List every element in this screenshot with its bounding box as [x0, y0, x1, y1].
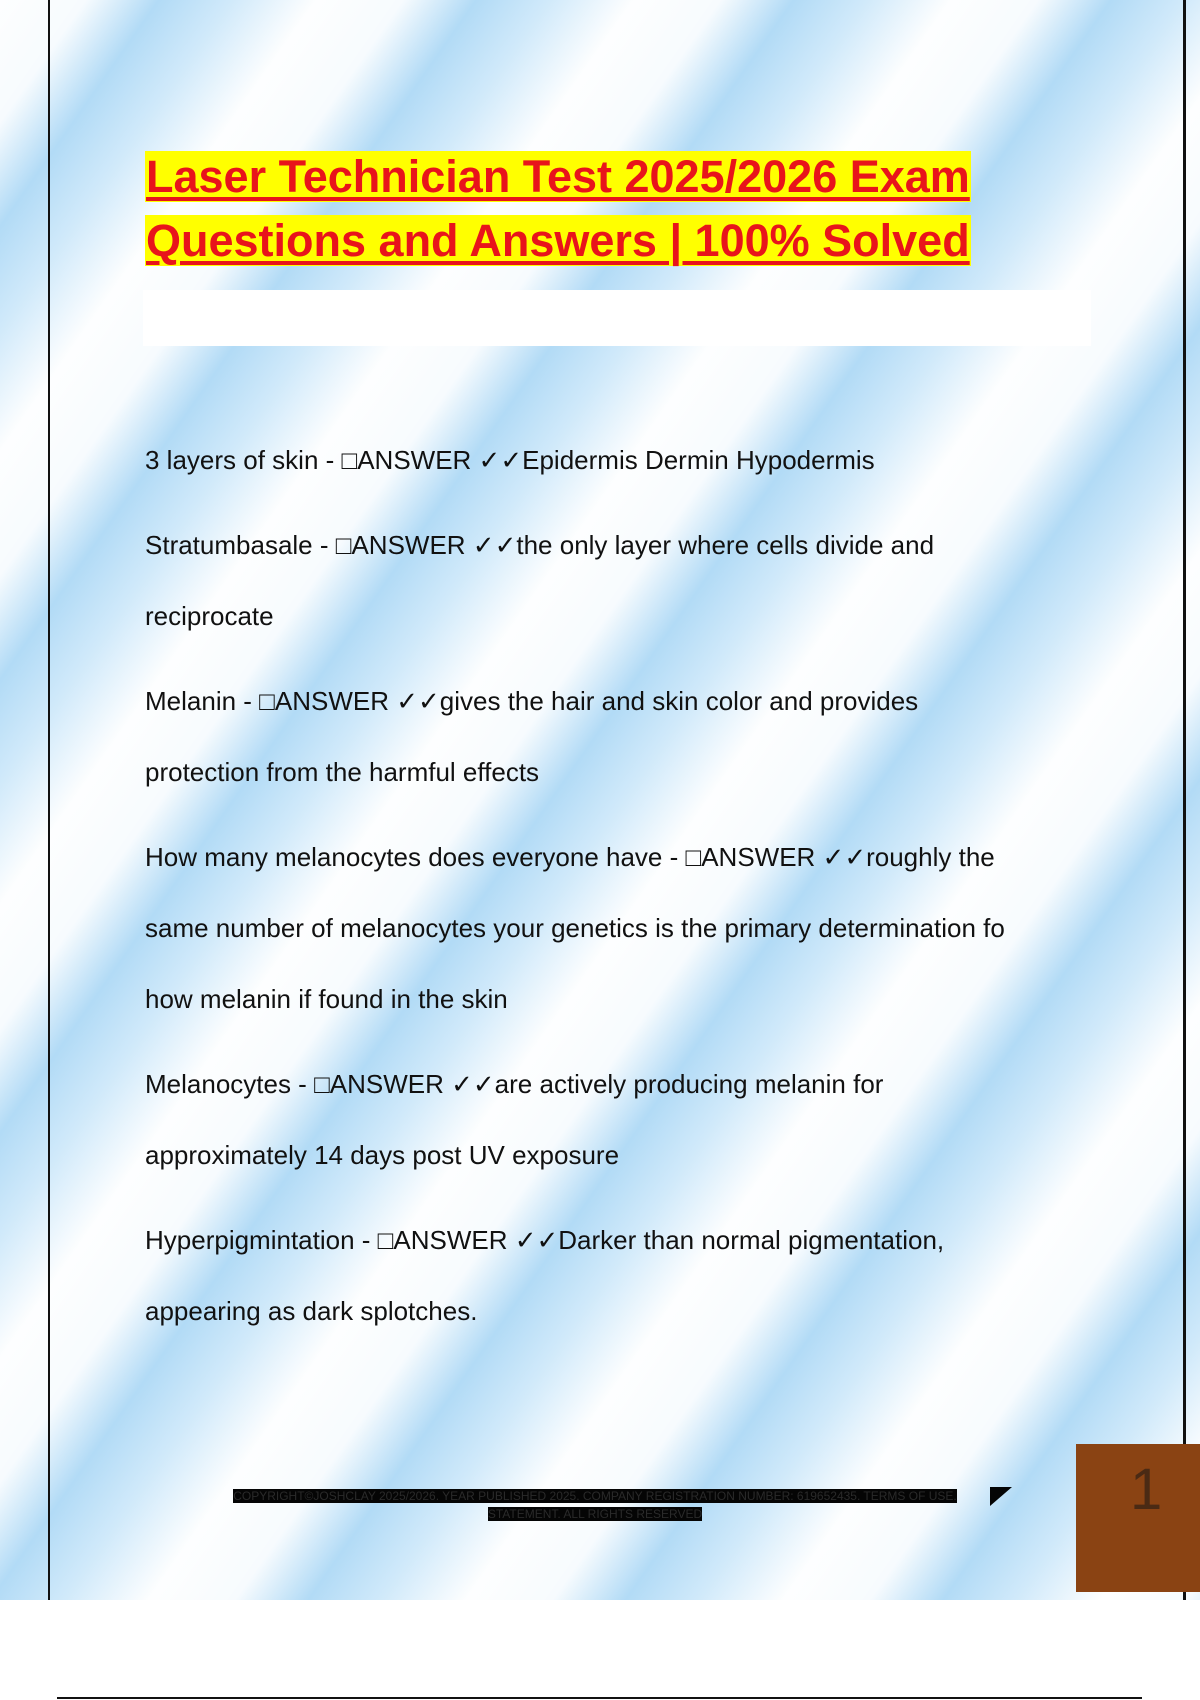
- qa-item: [145, 1049, 1085, 1191]
- right-border-line: [1183, 0, 1186, 1600]
- qa-item: [145, 666, 1085, 808]
- qa-line: How many melanocytes does everyone have - □ANSWER ✓✓roughly the: [145, 842, 995, 872]
- title-line-2: Questions and Answers | 100% Solved: [146, 215, 970, 266]
- title-line-1: Laser Technician Test 2025/2026 Exam: [146, 151, 970, 202]
- qa-line: reciprocate: [145, 601, 274, 631]
- blank-banner: [143, 290, 1091, 346]
- qa-item: [145, 822, 1085, 1035]
- page-number: 1: [1130, 1457, 1163, 1522]
- qa-line: approximately 14 days post UV exposure: [145, 1140, 620, 1170]
- qa-line: 3 layers of skin - □ANSWER ✓✓Epidermis Dermin Hypodermis: [145, 445, 875, 475]
- qa-line: Melanin - □ANSWER ✓✓gives the hair and skin color and provides: [145, 686, 919, 716]
- qa-line: how melanin if found in the skin: [145, 984, 508, 1014]
- qa-line: Melanocytes - □ANSWER ✓✓are actively producing melanin for: [145, 1069, 884, 1099]
- left-border-line: [48, 0, 50, 1600]
- qa-line: Stratumbasale - □ANSWER ✓✓the only layer where cells divide and: [145, 530, 935, 560]
- qa-item: [145, 510, 1085, 652]
- qa-line: same number of melanocytes your genetics is the primary determination fo: [145, 913, 1005, 943]
- qa-item: [145, 425, 1085, 496]
- copyright-line-1: COPYRIGHT©JOSHCLAY 2025/2026. YEAR PUBLISHED 2025. COMPANY REGISTRATION NUMBER: 619652435. TERMS OF USE.: [233, 1489, 957, 1503]
- bottom-rule: [57, 1697, 1142, 1699]
- qa-line: appearing as dark splotches.: [145, 1296, 478, 1326]
- qa-item: [145, 1205, 1085, 1347]
- copyright-line-2: STATEMENT. ALL RIGHTS RESERVED: [487, 1507, 703, 1521]
- qa-list: [145, 425, 1085, 1361]
- document-title: [145, 145, 1045, 273]
- copyright-footer: [175, 1487, 1015, 1523]
- qa-line: Hyperpigmintation - □ANSWER ✓✓Darker than normal pigmentation,: [145, 1225, 945, 1255]
- qa-line: protection from the harmful effects: [145, 757, 540, 787]
- footer-ribbon-tail: [990, 1487, 1012, 1506]
